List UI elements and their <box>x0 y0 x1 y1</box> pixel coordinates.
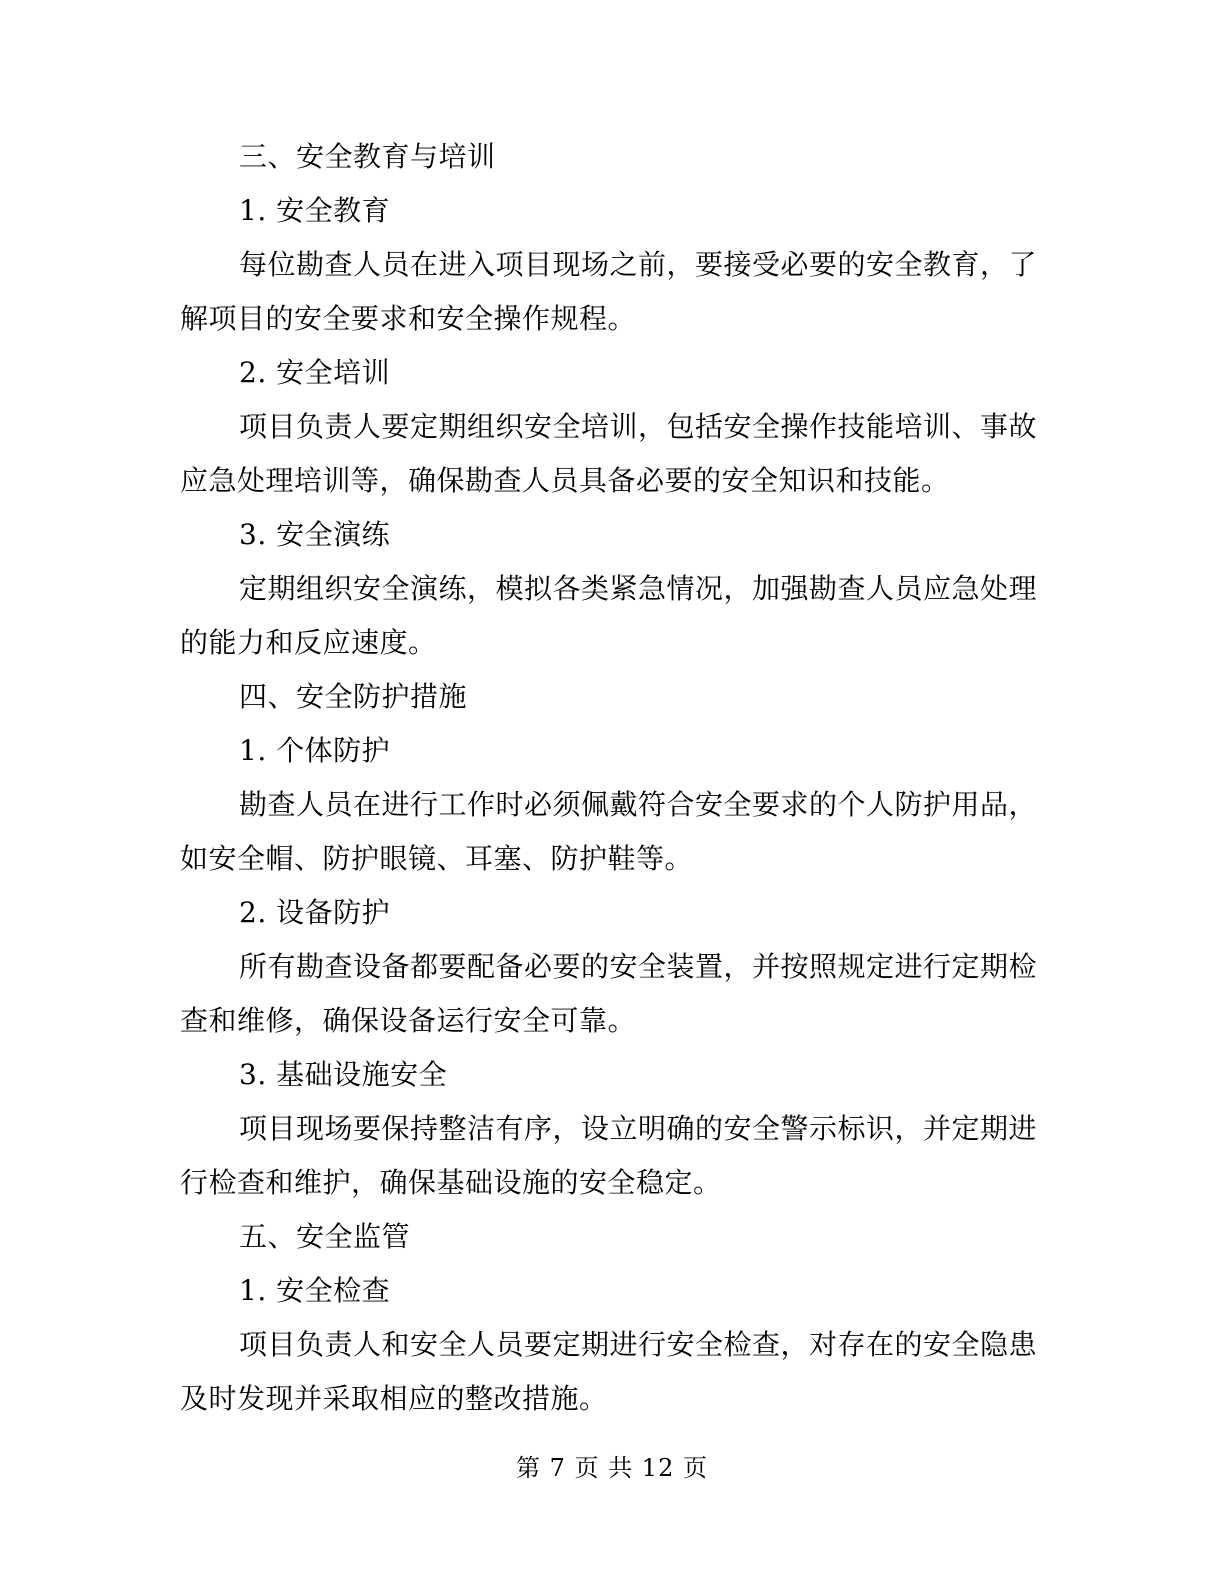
section-heading: 五、安全监管 <box>239 1220 411 1253</box>
subsection-heading: 3. 基础设施安全 <box>239 1058 448 1091</box>
subsection-heading: 1. 个体防护 <box>239 734 391 767</box>
page-number-footer: 第 7 页 共 12 页 <box>516 1454 708 1482</box>
paragraph-line: 所有勘查设备都要配备必要的安全装置，并按照规定进行定期检 <box>239 950 1038 983</box>
paragraph-line: 定期组织安全演练，模拟各类紧急情况，加强勘查人员应急处理 <box>239 572 1038 605</box>
paragraph-line: 应急处理培训等，确保勘查人员具备必要的安全知识和技能。 <box>180 464 950 497</box>
paragraph-line: 如安全帽、防护眼镜、耳塞、防护鞋等。 <box>180 842 694 875</box>
section-heading: 三、安全教育与培训 <box>239 140 496 173</box>
paragraph-line: 的能力和反应速度。 <box>180 626 437 659</box>
subsection-heading: 1. 安全教育 <box>239 194 391 227</box>
paragraph-line: 解项目的安全要求和安全操作规程。 <box>180 302 637 335</box>
paragraph-line: 及时发现并采取相应的整改措施。 <box>180 1382 608 1415</box>
paragraph-line: 每位勘查人员在进入项目现场之前，要接受必要的安全教育，了 <box>239 248 1038 281</box>
subsection-heading: 2. 安全培训 <box>239 356 391 389</box>
subsection-heading: 3. 安全演练 <box>239 518 391 551</box>
paragraph-line: 项目负责人要定期组织安全培训，包括安全操作技能培训、事故 <box>239 410 1038 443</box>
paragraph-line: 行检查和维护，确保基础设施的安全稳定。 <box>180 1166 722 1199</box>
paragraph-line: 项目现场要保持整洁有序，设立明确的安全警示标识，并定期进 <box>239 1112 1038 1145</box>
paragraph-line: 勘查人员在进行工作时必须佩戴符合安全要求的个人防护用品， <box>239 788 1038 821</box>
document-body <box>180 130 1038 1426</box>
paragraph-line: 查和维修，确保设备运行安全可靠。 <box>180 1004 637 1037</box>
section-heading: 四、安全防护措施 <box>239 680 468 713</box>
subsection-heading: 1. 安全检查 <box>239 1274 391 1307</box>
subsection-heading: 2. 设备防护 <box>239 896 391 929</box>
paragraph-line: 项目负责人和安全人员要定期进行安全检查，对存在的安全隐患 <box>239 1328 1038 1361</box>
